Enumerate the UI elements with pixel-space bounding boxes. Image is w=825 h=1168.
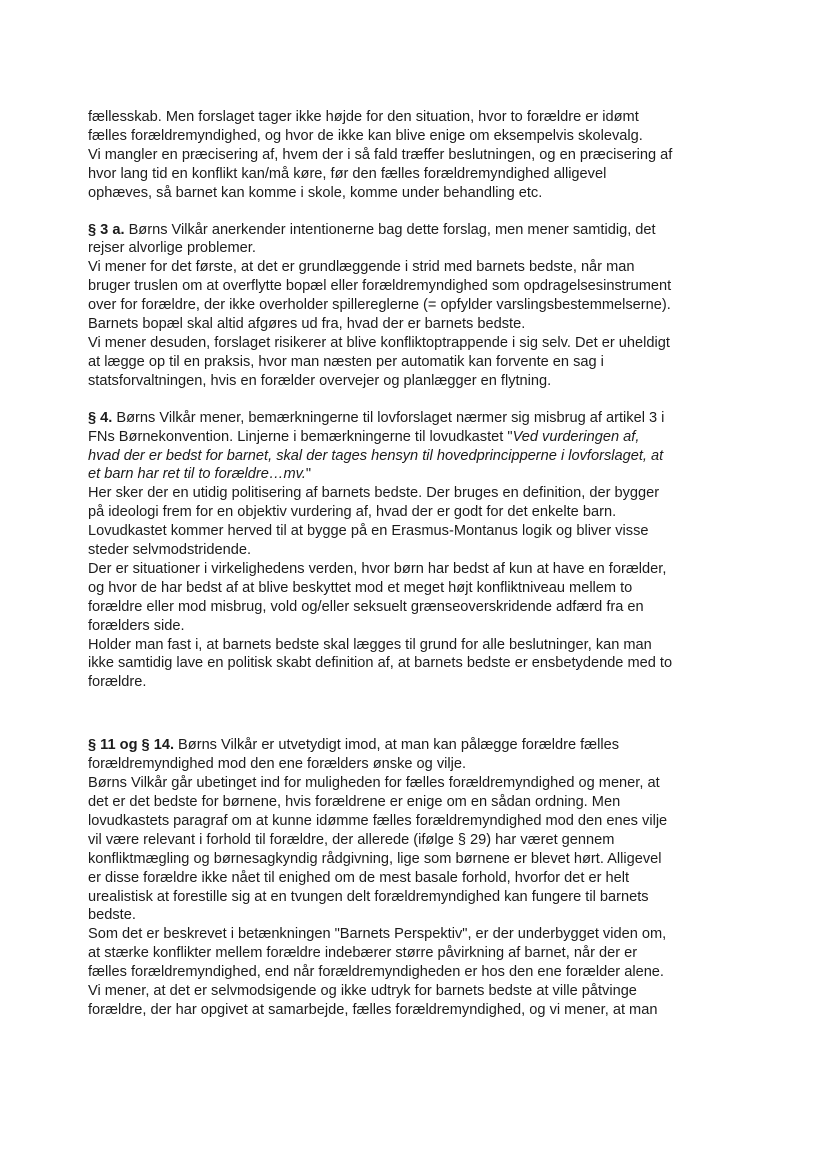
text-line: Barnets bopæl skal altid afgøres ud fra, hvad der er barnets bedste. <box>88 316 526 333</box>
section-3a <box>88 221 748 391</box>
text-segment: Børns Vilkår mener, bemærkningerne til lovforslaget nærmer sig misbrug af artikel 3 i <box>112 409 665 426</box>
quoted-text: et barn har ret til to forældre…mv. <box>88 466 306 483</box>
text-line: bruger truslen om at overflytte bopæl eller forældremyndighed som opdragelsesinstrument <box>88 278 672 295</box>
quote-close: " <box>305 466 312 483</box>
text-line: ikke samtidig lave en politisk skabt definition af, at barnets bedste er ensbetydende med to <box>88 655 673 672</box>
text-segment: Børns Vilkår er utvetydigt imod, at man kan pålægge forældre fælles <box>174 737 620 754</box>
section-4-second-line <box>88 428 748 447</box>
text-line: Som det er beskrevet i betænkningen "Barnets Perspektiv", er der underbygget viden om, <box>88 926 667 943</box>
section-ref: § 11 og § 14. <box>88 737 174 754</box>
text-line: forældremyndighed mod den ene forælders ønske og vilje. <box>88 756 467 773</box>
text-line: Der er situationer i virkelighedens verden, hvor børn har bedst af kun at have en forælder, <box>88 560 667 577</box>
text-line: Vi mener for det første, at det er grundlæggende i strid med barnets bedste, når man <box>88 259 635 276</box>
text-line: forældre, der har opgivet at samarbejde, fælles forældremyndighed, og vi mener, at man <box>88 1001 658 1018</box>
text-line: urealistisk at forestille sig at en tvungen delt forældremyndighed kan fungere til barnets <box>88 888 649 905</box>
quoted-text-line: hvad der er bedst for barnet, skal der tages hensyn til hovedprincipperne i lovforslaget, at <box>88 447 664 464</box>
text-line: ophæves, så barnet kan komme i skole, komme under behandling etc. <box>88 184 543 201</box>
text-line: bedste. <box>88 907 136 924</box>
section-11-14 <box>88 736 748 1020</box>
text-line: er disse forældre ikke nået til enighed om de mest basale forhold, hvorfor det er helt <box>88 869 630 886</box>
text-line: Børns Vilkår går ubetinget ind for muligheden for fælles forældremyndighed og mener, at <box>88 775 660 792</box>
text-line: forældre eller mod misbrug, vold og/eller seksuelt grænseoverskridende adfærd fra en <box>88 598 644 615</box>
text-line: statsforvaltningen, hvis en forælder overvejer og planlægger en flytning. <box>88 372 552 389</box>
text-line: og hvor de har bedst af at blive beskyttet mod et meget højt konfliktniveau mellem to <box>88 579 633 596</box>
text-line: Her sker der en utidig politisering af barnets bedste. Der bruges en definition, der bygger <box>88 485 660 502</box>
section-4 <box>88 409 748 693</box>
text-line: Vi mener, at det er selvmodsigende og ikke udtryk for barnets bedste at ville påtvinge <box>88 983 637 1000</box>
text-line: vil være relevant i forhold til forældre, der allerede (ifølge § 29) har været gennem <box>88 831 615 848</box>
paragraph-spacer <box>88 203 748 221</box>
paragraph-spacer <box>88 391 748 409</box>
text-line: Holder man fast i, at barnets bedste skal lægges til grund for alle beslutninger, kan man <box>88 636 652 653</box>
text-line: lovudkastets paragraf om at kunne idømme fælles forældremyndighed mod den enes vilje <box>88 812 668 829</box>
text-segment: FNs Børnekonvention. Linjerne i bemærkningerne til lovudkastet " <box>88 428 513 445</box>
text-line: Lovudkastet kommer herved til at bygge på en Erasmus-Montanus logik og bliver visse <box>88 523 649 540</box>
section-4-first-line <box>88 409 748 428</box>
text-line: rejser alvorlige problemer. <box>88 240 256 257</box>
text-line: at lægge op til en praksis, hvor man næsten per automatik kan forvente en sag i <box>88 353 604 370</box>
text-line: fælles forældremyndighed, og hvor de ikke kan blive enige om eksempelvis skolevalg. <box>88 127 643 144</box>
intro-paragraph <box>88 108 748 203</box>
paragraph-spacer <box>88 692 748 736</box>
section-11-14-first-line <box>88 736 748 755</box>
text-line: det er det bedste for børnene, hvis forældrene er enige om en sådan ordning. Men <box>88 794 621 810</box>
section-ref: § 4. <box>88 409 113 426</box>
text-line: at stærke konflikter mellem forældre indebærer større påvirkning af barnet, når der er <box>88 945 638 962</box>
text-segment: Børns Vilkår anerkender intentionerne bag dette forslag, men mener samtidig, det <box>124 221 656 238</box>
text-line: fælles forældremyndighed, end når forældremyndigheden er hos den ene forælder alene. <box>88 964 664 981</box>
text-line: Vi mener desuden, forslaget risikerer at blive konfliktoptrappende i sig selv. Det er uheldigt <box>88 334 670 351</box>
text-line: på ideologi frem for en objektiv vurdering af, hvad der er godt for det enkelte barn. <box>88 504 617 521</box>
quoted-text-last-line <box>88 465 748 484</box>
text-line: forældre. <box>88 674 147 691</box>
text-line: fællesskab. Men forslaget tager ikke højde for den situation, hvor to forældre er idømt <box>88 109 639 125</box>
text-line: Vi mangler en præcisering af, hvem der i så fald træffer beslutningen, og en præcisering af <box>88 146 673 163</box>
text-line: steder selvmodstridende. <box>88 542 252 559</box>
text-line: over for forældre, der ikke overholder spillereglerne (= opfylder varslingsbestemmelserne). <box>88 297 671 314</box>
document-body <box>88 108 748 1020</box>
quoted-text: Ved vurderingen af, <box>512 428 640 445</box>
text-line: konfliktmægling og børnesagkyndig rådgivning, lige som børnene er blevet hørt. Alligevel <box>88 850 662 867</box>
section-ref: § 3 a. <box>88 221 125 238</box>
section-3a-first-line <box>88 221 748 240</box>
text-line: hvor lang tid en konflikt kan/må køre, før den fælles forældremyndighed alligevel <box>88 165 607 182</box>
text-line: forælders side. <box>88 617 185 634</box>
